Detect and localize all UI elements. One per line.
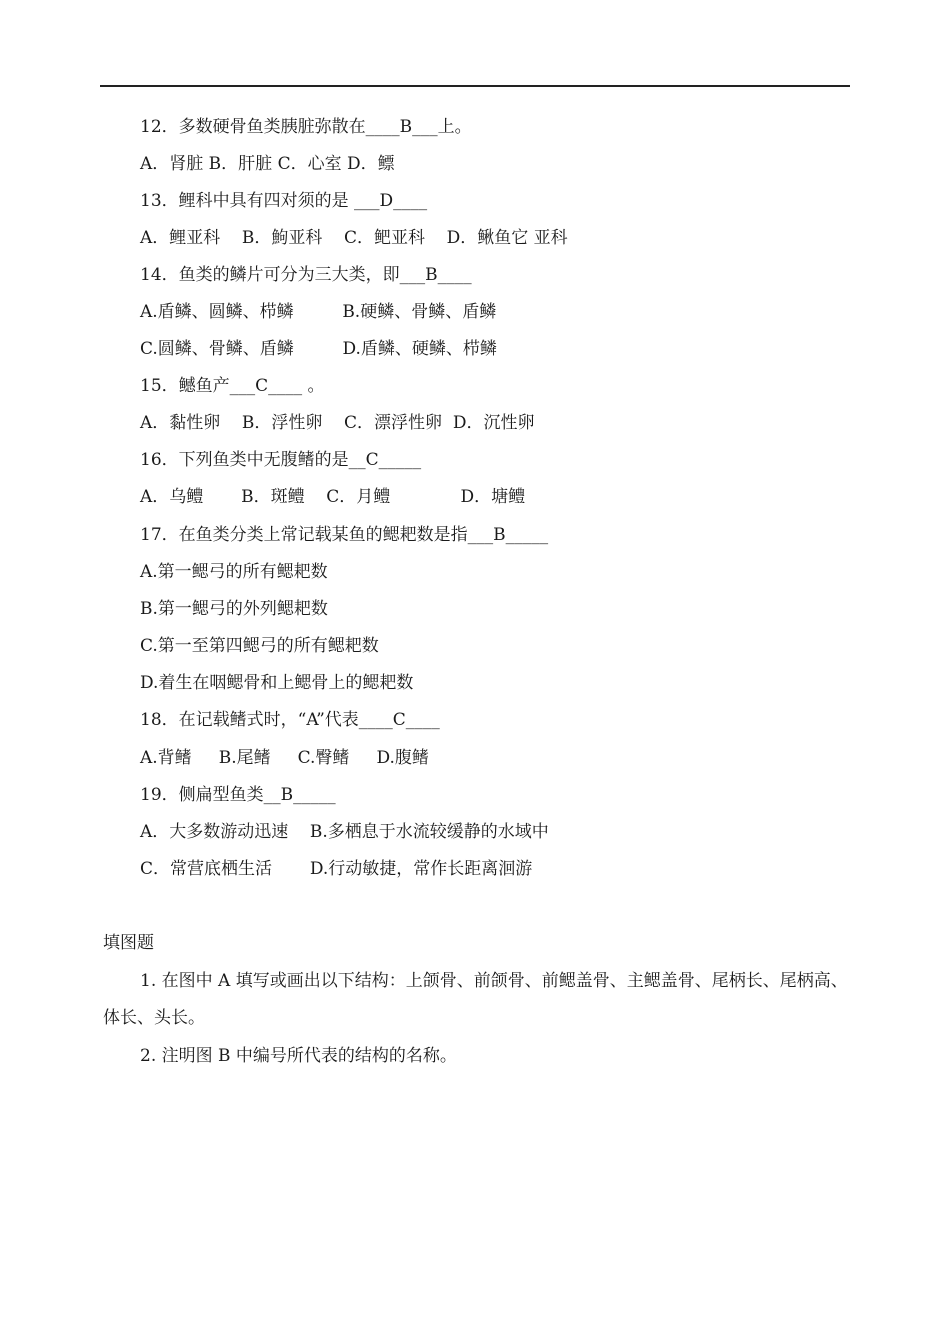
option-17-b: B.第一鳃弓的外列鳃耙数	[140, 599, 328, 619]
options-14-ab: A.盾鳞、圆鳞、栉鳞 B.硬鳞、骨鳞、盾鳞	[140, 302, 497, 322]
options-16: A．乌鳢 B．斑鳢 C．月鳢 D．塘鳢	[140, 487, 526, 507]
question-19: 19．侧扁型鱼类__B_____	[140, 785, 336, 805]
option-17-d: D.着生在咽鳃骨和上鳃骨上的鳃耙数	[140, 673, 414, 693]
question-15: 15．鳡鱼产___C____ 。	[140, 376, 325, 396]
section-item-2: 2. 注明图 B 中编号所代表的结构的名称。	[140, 1046, 457, 1066]
options-19-ab: A．大多数游动迅速 B.多栖息于水流较缓静的水域中	[140, 822, 549, 842]
option-17-c: C.第一至第四鳃弓的所有鳃耙数	[140, 636, 379, 656]
question-14: 14．鱼类的鳞片可分为三大类，即___B____	[140, 265, 472, 285]
question-16: 16．下列鱼类中无腹鳍的是__C_____	[140, 450, 422, 470]
section-title: 填图题	[103, 933, 154, 953]
question-12: 12．多数硬骨鱼类胰脏弥散在____B___上。	[140, 117, 472, 137]
question-17: 17．在鱼类分类上常记载某鱼的鳃耙数是指___B_____	[140, 525, 549, 545]
question-13: 13．鲤科中具有四对须的是 ___D____	[140, 191, 428, 211]
options-14-cd: C.圆鳞、骨鳞、盾鳞 D.盾鳞、硬鳞、栉鳞	[140, 339, 497, 359]
header-rule	[100, 85, 850, 87]
options-19-cd: C．常营底栖生活 D.行动敏捷，常作长距离洄游	[140, 859, 533, 879]
section-item-1: 1. 在图中 A 填写或画出以下结构：上颌骨、前颌骨、前鳃盖骨、主鳃盖骨、尾柄长、尾柄高、体长、头长。	[103, 971, 848, 1028]
options-13: A．鲤亚科 B．鮈亚科 C．鲃亚科 D．鳅鱼它 亚科	[140, 228, 568, 248]
options-18: A.背鳍 B.尾鳍 C.臀鳍 D.腹鳍	[140, 748, 429, 768]
options-15: A．黏性卵 B．浮性卵 C．漂浮性卵 D．沉性卵	[140, 413, 535, 433]
option-17-a: A.第一鳃弓的所有鳃耙数	[140, 562, 328, 582]
options-12: A．肾脏 B．肝脏 C．心室 D．鳔	[140, 154, 395, 174]
question-18: 18．在记载鳍式时，“A”代表____C____	[140, 710, 440, 730]
